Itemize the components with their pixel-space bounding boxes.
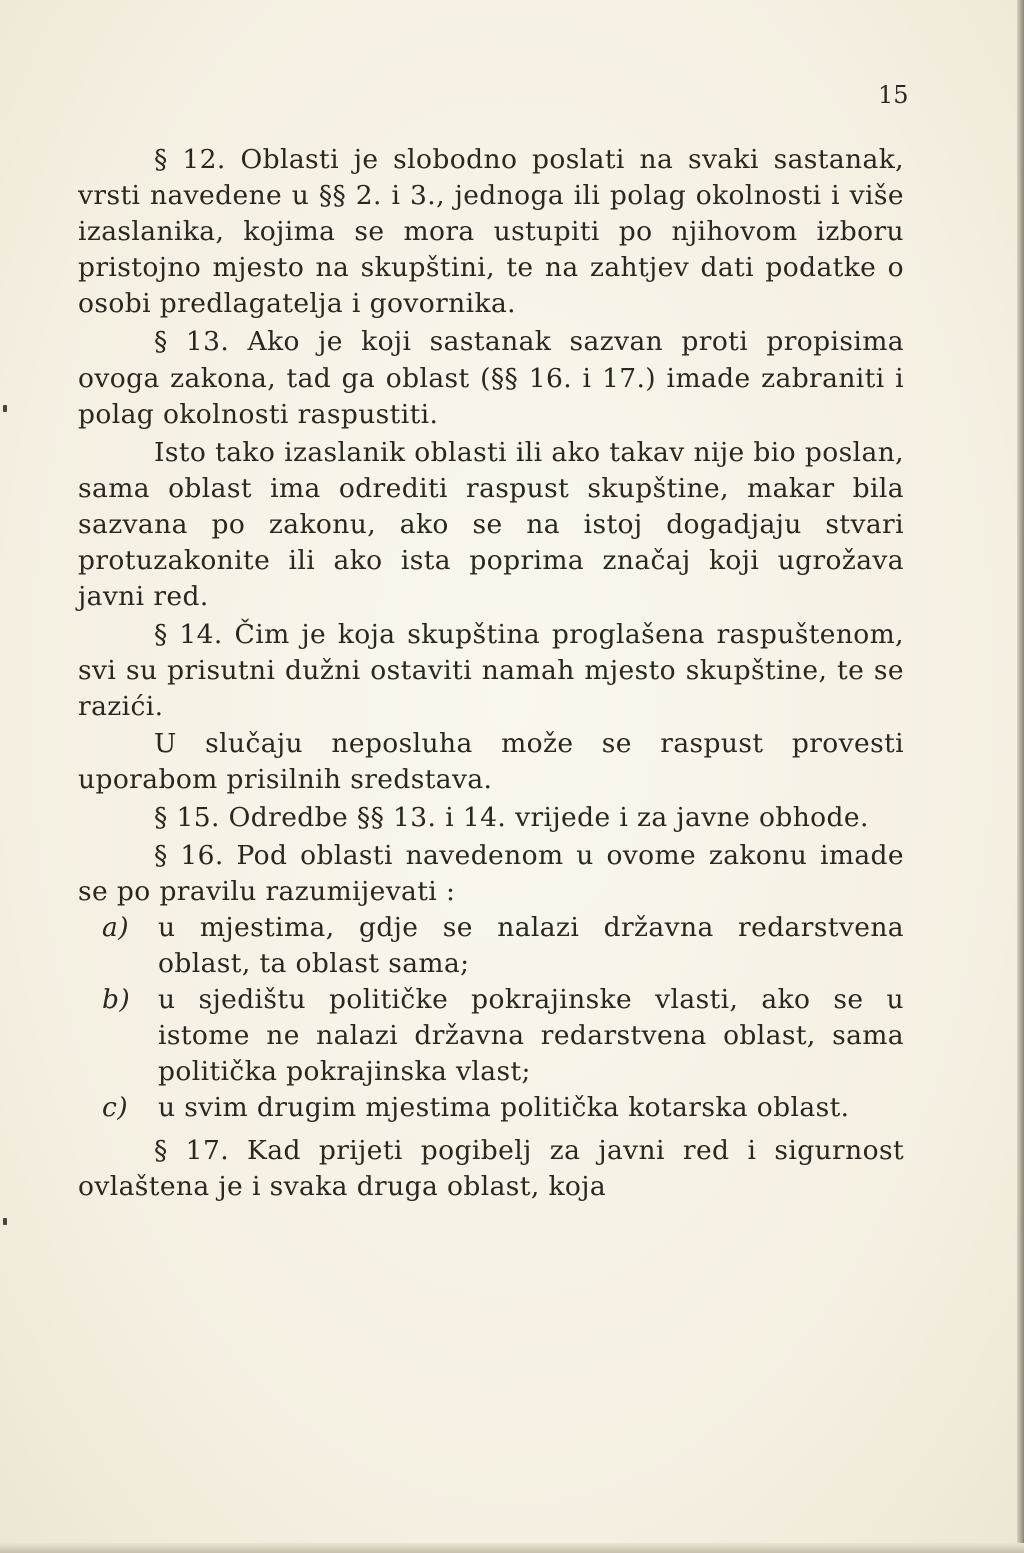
margin-mark	[3, 1218, 7, 1225]
list-marker: c)	[102, 1092, 128, 1124]
list-item	[78, 910, 904, 982]
section-15-paragraph: § 15. Odredbe §§ 13. i 14. vrijede i za javne obhode.	[154, 801, 869, 833]
margin-mark	[3, 405, 7, 412]
list-marker: a)	[102, 911, 129, 943]
list-item-text: u svim drugim mjestima politička kotarska oblast.	[158, 1092, 850, 1124]
section-17-paragraph: § 17. Kad prijeti pogibelj za javni red i sigurnost ovlaštena je i svaka druga oblast, koja	[78, 1134, 904, 1202]
section-13-paragraph: § 13. Ako je koji sastanak sazvan proti propisima ovoga zakona, tad ga oblast (§§ 16. i 17.) imade zabraniti i polag okolnosti raspustiti.	[78, 326, 904, 430]
section-13-continuation: Isto tako izaslanik oblasti ili ako takav nije bio poslan, sama oblast ima odrediti raspust skupštine, makar bila sazvana po zakonu, ako se na istoj dogadjaju stvari protuzakonite ili ako ista poprima značaj koji ugrožava javni red.	[78, 436, 904, 613]
section-14-paragraph: § 14. Čim je koja skupština proglašena raspuštenom, svi su prisutni dužni ostaviti namah mjesto skupštine, te se razići.	[78, 619, 904, 723]
list-item-text: u mjestima, gdje se nalazi državna redarstvena oblast, ta oblast sama;	[158, 911, 904, 980]
list-marker: b)	[102, 984, 131, 1016]
list-item-text: u sjedištu političke pokrajinske vlasti, ako se u istome ne nalazi državna redarstvena oblast, sama politička pokrajinska vlast;	[158, 984, 904, 1088]
section-16-paragraph: § 16. Pod oblasti navedenom u ovome zakonu imade se po pravilu razumijevati :	[78, 839, 904, 907]
page-edge-shadow	[1017, 0, 1024, 1553]
section-12-paragraph: § 12. Oblasti je slobodno poslati na svaki sastanak, vrsti navedene u §§ 2. i 3., jednoga ili polag okolnosti i više izaslanika, kojima se mora ustupiti po njihovom izboru pristojno mjesto na skupštini, te na zahtjev dati podatke o osobi predlagatelja i govornika.	[78, 144, 904, 320]
section-14-continuation: U slučaju neposluha može se raspust provesti uporabom prisilnih sredstava.	[78, 727, 904, 795]
list-item	[78, 982, 904, 1090]
page-number: 15	[878, 81, 909, 109]
page-bottom-edge	[0, 1543, 1024, 1553]
list-item	[78, 1090, 904, 1126]
document-body	[78, 142, 904, 1205]
